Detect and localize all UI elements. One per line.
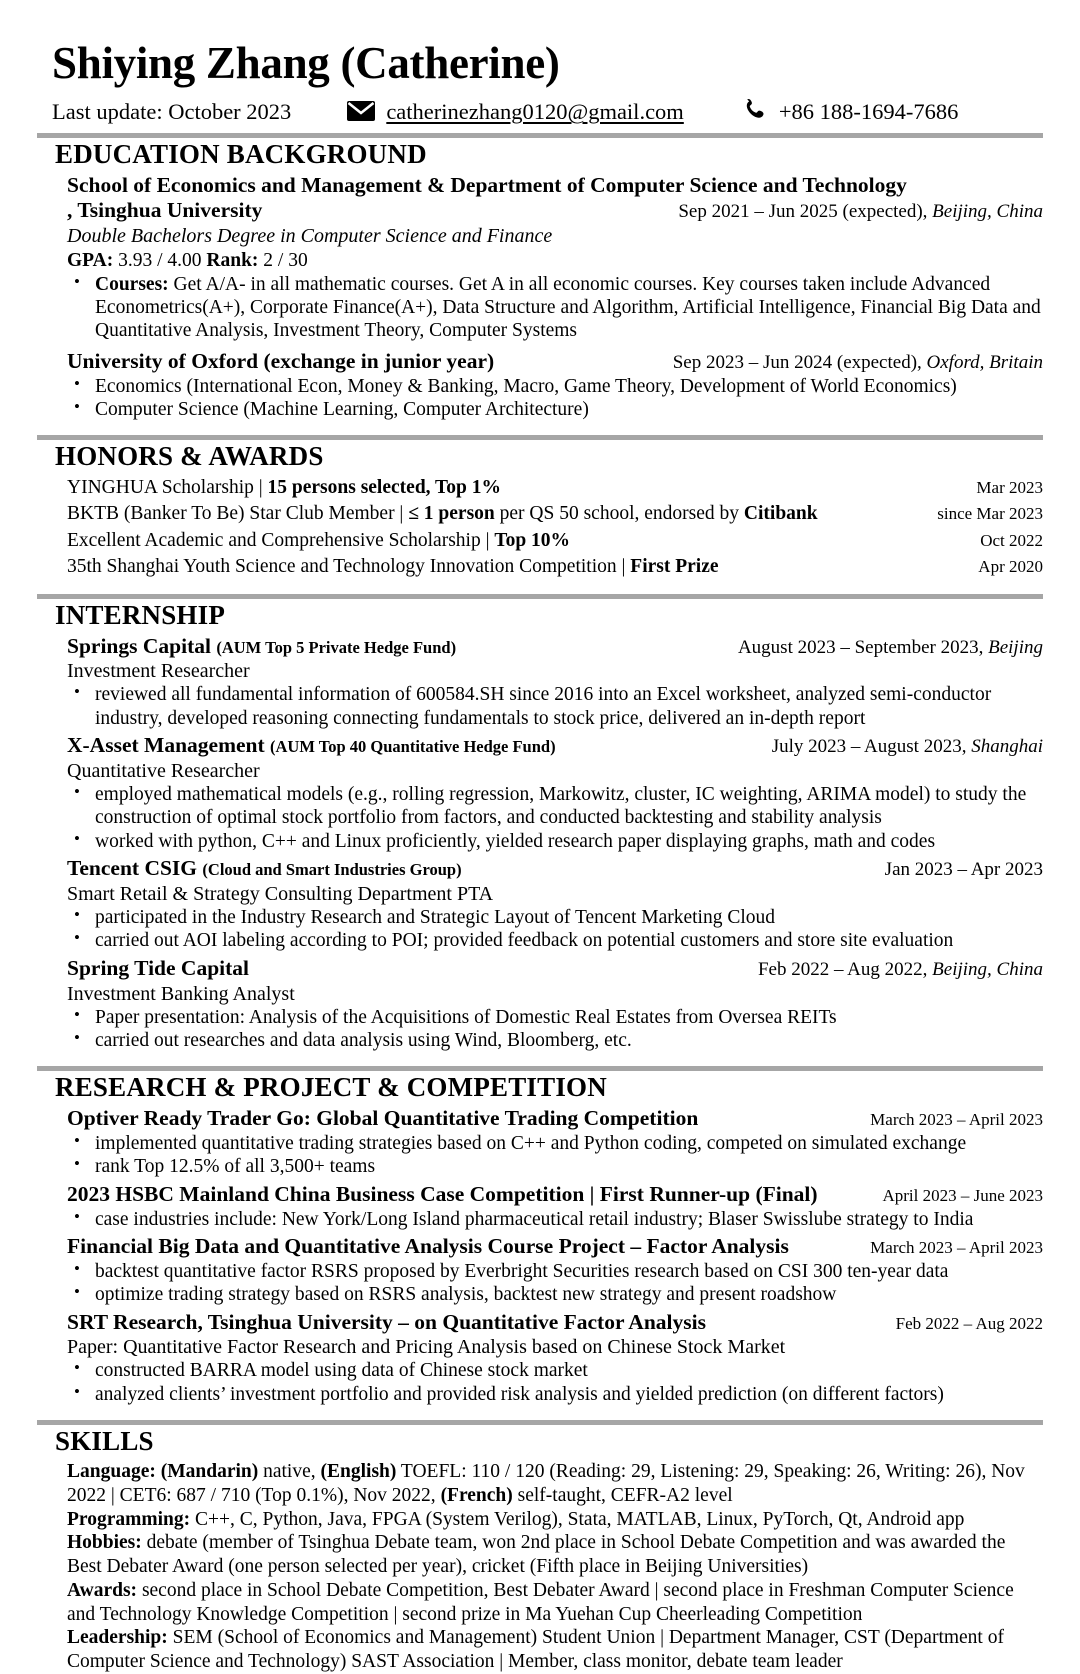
research-entry-factor xyxy=(67,1234,1043,1310)
internship-role: Quantitative Researcher xyxy=(67,760,260,783)
list-item: • implemented quantitative trading strategies based on C++ and Python coding, competed on simulated exchange xyxy=(67,1132,1043,1155)
envelope-icon xyxy=(346,100,376,122)
section-title-internship: INTERNSHIP xyxy=(55,599,226,630)
internship-org-name: Spring Tide Capital xyxy=(67,955,250,980)
education-oxford-bullets xyxy=(67,375,1043,422)
rank-label: Rank: xyxy=(206,249,259,271)
internship-location: Beijing xyxy=(988,636,1043,658)
internship-entry-tencent xyxy=(67,856,1043,956)
internship-bullets xyxy=(67,783,1043,853)
internship-org xyxy=(67,634,456,660)
internship-org-name: Springs Capital xyxy=(67,633,217,658)
list-item: • reviewed all fundamental information of 600584.SH since 2016 into an Excel worksheet, analyzed semi-conductor industry, developed reasoning connecting fundamentals to stock price, delivered an in-depth report xyxy=(67,683,1043,730)
section-divider xyxy=(37,594,1043,599)
skill-mandarin-text: native, xyxy=(258,1461,316,1482)
research-header-row xyxy=(67,1234,1043,1260)
education-entry-oxford xyxy=(67,349,1043,422)
research-date: March 2023 – April 2023 xyxy=(870,1237,1043,1257)
honor-pre: 35th Shanghai Youth Science and Technology Innovation Competition | xyxy=(67,555,631,577)
list-item: • case industries include: New York/Long Island pharmaceutical retail industry; Blaser Swisslube strategy to India xyxy=(67,1208,1043,1231)
research-header-row xyxy=(67,1182,1043,1208)
honor-bold: Top 10% xyxy=(494,529,571,551)
section-divider xyxy=(37,435,1043,440)
internship-bullets xyxy=(67,906,1043,953)
research-title: Financial Big Data and Quantitative Analysis Course Project – Factor Analysis xyxy=(67,1233,789,1258)
gpa-label: GPA: xyxy=(67,249,114,271)
last-update-text: Last update: October 2023 xyxy=(52,99,292,125)
internship-header-row xyxy=(67,956,1043,982)
honor-text xyxy=(67,554,719,580)
email-address[interactable]: catherinezhang0120@gmail.com xyxy=(386,99,684,125)
list-item: • Paper presentation: Analysis of the Acquisitions of Domestic Real Estates from Oversea REITs xyxy=(67,1006,1043,1029)
email-contact[interactable] xyxy=(346,98,684,125)
skill-leadership xyxy=(67,1626,1043,1674)
skill-english-text: TOEFL: 110 / 120 (Reading: 29, Listening: 29, Speaking: 26, Writing: 26), Nov 2022 | CET6: 687 / 710 (Top 0.1%), Nov 2022, xyxy=(67,1461,1025,1506)
internship-org xyxy=(67,856,462,882)
education-degree: Double Bachelors Degree in Computer Science and Finance xyxy=(67,224,553,247)
honor-text xyxy=(67,475,501,501)
internship-date xyxy=(873,859,1043,882)
honor-date: Oct 2022 xyxy=(980,530,1043,550)
phone-icon xyxy=(739,98,769,120)
research-bullets xyxy=(67,1132,1043,1179)
phone-contact xyxy=(739,96,959,125)
internship-org-sub: (AUM Top 5 Private Hedge Fund) xyxy=(216,637,457,657)
skill-awards xyxy=(67,1579,1043,1627)
list-item xyxy=(67,273,1043,343)
skill-programming xyxy=(67,1508,1043,1532)
internship-entry-xasset xyxy=(67,733,1043,856)
skill-french: (French) xyxy=(435,1484,513,1506)
internship-bullets xyxy=(67,1006,1043,1053)
section-divider xyxy=(37,1420,1043,1425)
research-bullets xyxy=(67,1359,1043,1406)
phone-number: +86 188-1694-7686 xyxy=(778,99,959,125)
internship-org xyxy=(67,733,556,759)
education-org-row xyxy=(67,198,1043,224)
list-item: • carried out researches and data analysis using Wind, Bloomberg, etc. xyxy=(67,1029,1043,1052)
internship-org-name: X-Asset Management xyxy=(67,733,271,758)
internship-bullets xyxy=(67,683,1043,730)
honor-pre: BKTB (Banker To Be) Star Club Member | xyxy=(67,503,409,525)
honor-date: since Mar 2023 xyxy=(937,504,1043,524)
research-header-row xyxy=(67,1106,1043,1132)
research-entry-srt xyxy=(67,1310,1043,1407)
internship-location: Shanghai xyxy=(971,736,1043,758)
rank-value: 2 / 30 xyxy=(258,249,308,271)
education-location: Beijing, China xyxy=(932,201,1043,223)
honor-bold: ≤ 1 person xyxy=(408,503,495,525)
internship-role: Investment Banking Analyst xyxy=(67,982,295,1005)
skill-leadership-text: SEM (School of Economics and Management) Student Union | Department Manager, CST (Department of Computer Science and Technology) SAST Association | Member, class monitor, debate team leader xyxy=(67,1627,1004,1673)
honor-item xyxy=(67,501,1043,527)
research-header-row xyxy=(67,1310,1043,1336)
list-item: • carried out AOI labeling according to POI; provided feedback on potential customers and store site evaluation xyxy=(67,929,1043,952)
skill-mandarin: (Mandarin) xyxy=(155,1461,259,1482)
honor-bold2: Citibank xyxy=(743,503,818,525)
skill-hobbies xyxy=(67,1531,1043,1579)
section-title-education: EDUCATION BACKGROUND xyxy=(55,139,427,170)
internship-location: Beijing, China xyxy=(932,958,1043,980)
internship-header-row xyxy=(67,856,1043,882)
research-bullets xyxy=(67,1208,1043,1231)
research-date: March 2023 – April 2023 xyxy=(870,1110,1043,1130)
skill-language xyxy=(67,1460,1043,1508)
honor-pre: YINGHUA Scholarship | xyxy=(67,477,268,499)
list-item: • constructed BARRA model using data of Chinese stock market xyxy=(67,1359,1043,1382)
skill-language-label: Language: xyxy=(67,1461,156,1482)
internship-role: Investment Researcher xyxy=(67,660,250,683)
internship-date-range: August 2023 – September 2023, xyxy=(737,636,989,658)
resume-header xyxy=(37,40,1043,125)
list-item: • Computer Science (Machine Learning, Computer Architecture) xyxy=(67,398,1043,421)
research-date: Feb 2022 – Aug 2022 xyxy=(895,1313,1043,1333)
section-divider xyxy=(37,133,1043,138)
courses-text: Get A/A- in all mathematic courses. Get A in all economic courses. Key courses taken include Advanced Econometrics(A+), Corporate Finance(A+), Data Structure and Algorithm, Artificial Intelligence, Financial Big Data and Quantitative Analysis, Investment Theory, Computer Systems xyxy=(95,273,1041,342)
honor-post: per QS 50 school, endorsed by xyxy=(494,503,744,525)
internship-date-range: Feb 2022 – Aug 2022, xyxy=(757,958,933,980)
skill-french-text: self-taught, CEFR-A2 level xyxy=(512,1484,733,1506)
internship-date xyxy=(760,736,1043,759)
education-date-range: Sep 2021 – Jun 2025 (expected), xyxy=(678,201,933,223)
page-title: Shiying Zhang (Catherine) xyxy=(52,38,560,88)
honor-bold: 15 persons selected, Top 1% xyxy=(267,477,501,499)
internship-date xyxy=(726,637,1043,660)
skill-leadership-label: Leadership: xyxy=(67,1627,168,1649)
internship-org xyxy=(67,956,249,982)
list-item: • Economics (International Econ, Money & Banking, Macro, Game Theory, Development of World Economics) xyxy=(67,375,1043,398)
skill-hobbies-text: debate (member of Tsinghua Debate team, won 2nd place in School Debate Competition and was awarded the Best Debater Award (one person selected per year), cricket (Fifth place in Beijing Universities) xyxy=(67,1532,1006,1578)
skill-programming-text: C++, C, Python, Java, FPGA (System Verilog), Stata, MATLAB, Linux, PyTorch, Qt, Android app xyxy=(190,1508,965,1530)
list-item: • optimize trading strategy based on RSRS analysis, backtest new strategy and present roadshow xyxy=(67,1283,1043,1306)
research-title: SRT Research, Tsinghua University – on Quantitative Factor Analysis xyxy=(67,1309,706,1334)
education-org-line2: , Tsinghua University xyxy=(67,198,263,223)
honor-pre: Excellent Academic and Comprehensive Scholarship | xyxy=(67,529,495,551)
internship-header-row xyxy=(67,733,1043,759)
internship-date-range: Jan 2023 – Apr 2023 xyxy=(884,859,1043,881)
list-item: • worked with python, C++ and Linux proficiently, yielded research paper displaying graphs, math and codes xyxy=(67,830,1043,853)
skill-programming-label: Programming: xyxy=(67,1508,191,1530)
education-org-oxford: University of Oxford (exchange in junior year) xyxy=(67,348,495,373)
skill-awards-text: second place in School Debate Competition, Best Debater Award | second place in Freshman Computer Science and Technology Knowledge Competition | second prize in Ma Yuehan Cup Cheerleading Competition xyxy=(67,1579,1014,1625)
honor-date: Apr 2020 xyxy=(978,556,1043,576)
list-item: • rank Top 12.5% of all 3,500+ teams xyxy=(67,1155,1043,1178)
research-bullets xyxy=(67,1260,1043,1307)
honor-item xyxy=(67,554,1043,580)
education-location-oxford: Oxford, Britain xyxy=(926,351,1043,373)
education-date-range-oxford: Sep 2023 – Jun 2024 (expected), xyxy=(672,351,927,373)
internship-entry-springtide xyxy=(67,956,1043,1053)
education-date xyxy=(666,201,1043,224)
honor-bold: First Prize xyxy=(630,555,719,577)
skill-english: (English) xyxy=(315,1461,397,1482)
list-item: • participated in the Industry Research and Strategic Layout of Tencent Marketing Cloud xyxy=(67,906,1043,929)
research-title: 2023 HSBC Mainland China Business Case Competition | First Runner-up (Final) xyxy=(67,1181,818,1206)
internship-header-row xyxy=(67,634,1043,660)
section-title-honors: HONORS & AWARDS xyxy=(55,441,324,472)
internship-org-name: Tencent CSIG xyxy=(67,856,203,881)
internship-entry-springs xyxy=(67,634,1043,734)
research-entry-optiver xyxy=(67,1106,1043,1182)
research-entry-hsbc xyxy=(67,1182,1043,1234)
honor-text xyxy=(67,501,818,527)
education-courses-list xyxy=(67,273,1043,343)
internship-org-sub: (AUM Top 40 Quantitative Hedge Fund) xyxy=(270,737,556,757)
honor-text xyxy=(67,528,570,554)
list-item: • employed mathematical models (e.g., rolling regression, Markowitz, cluster, IC weighting, ARIMA model) to study the construction of optimal stock portfolio from factors, and conducted backtesting and stability analysis xyxy=(67,783,1043,830)
research-subtitle: Paper: Quantitative Factor Research and Pricing Analysis based on Chinese Stock Market xyxy=(67,1336,786,1359)
list-item: • analyzed clients’ investment portfolio and provided risk analysis and yielded prediction (on different factors) xyxy=(67,1383,1043,1406)
education-entry-tsinghua xyxy=(67,173,1043,349)
internship-role: Smart Retail & Strategy Consulting Department PTA xyxy=(67,883,494,905)
education-gpa-rank xyxy=(67,249,1043,273)
research-title: Optiver Ready Trader Go: Global Quantitative Trading Competition xyxy=(67,1106,699,1131)
skill-awards-label: Awards: xyxy=(67,1579,138,1601)
honor-item xyxy=(67,528,1043,554)
section-title-skills: SKILLS xyxy=(55,1426,154,1457)
skill-hobbies-label: Hobbies: xyxy=(67,1532,142,1554)
contact-row xyxy=(52,96,1043,125)
gpa-value: 3.93 / 4.00 xyxy=(113,249,207,271)
internship-date xyxy=(746,959,1043,982)
honor-date: Mar 2023 xyxy=(976,478,1043,498)
internship-org-sub: (Cloud and Smart Industries Group) xyxy=(202,860,462,880)
education-date-oxford xyxy=(661,352,1043,375)
list-item: • backtest quantitative factor RSRS proposed by Everbright Securities research based on CSI 300 ten-year data xyxy=(67,1260,1043,1283)
research-date: April 2023 – June 2023 xyxy=(882,1185,1043,1205)
courses-label: Courses: xyxy=(95,273,169,295)
honor-item xyxy=(67,475,1043,501)
section-divider xyxy=(37,1066,1043,1071)
education-oxford-row xyxy=(67,349,1043,375)
internship-date-range: July 2023 – August 2023, xyxy=(771,736,972,758)
education-org-line1: School of Economics and Management & Department of Computer Science and Technology xyxy=(67,173,907,198)
section-title-research: RESEARCH & PROJECT & COMPETITION xyxy=(55,1072,607,1103)
